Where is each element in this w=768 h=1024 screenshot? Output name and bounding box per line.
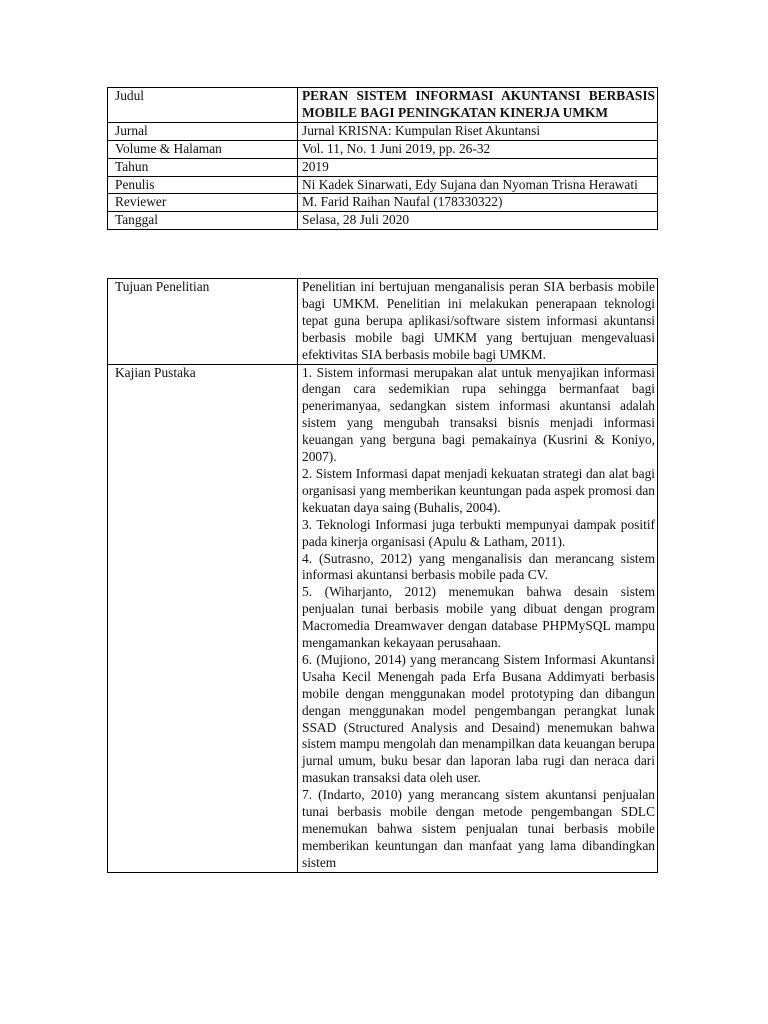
table-row [108,176,658,194]
table-row [108,122,658,140]
review-info-table [107,87,658,230]
volume-value: Vol. 11, No. 1 Juni 2019, pp. 26-32 [298,140,658,158]
kajian-item: 3. Teknologi Informasi juga terbukti mempunyai dampak positif pada kinerja organisasi (Apulu & Latham, 2011). [302,516,655,549]
tanggal-label: Tanggal [108,212,298,230]
kajian-item: 5. (Wiharjanto, 2012) menemukan bahwa desain sistem penjualan tunai berbasis mobile yang dibuat dengan program Macromedia Dreamwaver dengan database PHPMySQL mampu mengamankan kekayaan perusahaan. [302,584,655,651]
table-row [108,194,658,212]
jurnal-label: Jurnal [108,122,298,140]
kajian-item: 2. Sistem Informasi dapat menjadi kekuatan strategi dan alat bagi organisasi yang memberikan keuntungan pada aspek promosi dan kekuatan daya saing (Buhalis, 2004). [302,465,655,515]
table-row [108,88,658,123]
penulis-value: Ni Kadek Sinarwati, Edy Sujana dan Nyoman Trisna Herawati [298,176,658,194]
table-row [108,158,658,176]
tahun-label: Tahun [108,158,298,176]
penulis-label: Penulis [108,176,298,194]
kajian-item: 6. (Mujiono, 2014) yang merancang Sistem Informasi Akuntansi Usaha Kecil Menengah pada Erfa Busana Addimyati berbasis mobile dengan menggunakan model prototyping dan dibangun dengan menggunakan model pengembangan perangkat lunak SSAD (Structured Analysis and Desaind) menemukan bahwa sistem mampu mengolah dan menampilkan data keuangan berupa jurnal umum, buku besar dan laporan laba rugi dan neraca dari masukan transaksi data oleh user. [302,651,655,786]
tujuan-label: Tujuan Penelitian [108,279,298,365]
kajian-label: Kajian Pustaka [108,364,298,872]
table-row [108,364,658,872]
tujuan-value: Penelitian ini bertujuan menganalisis peran SIA berbasis mobile bagi UMKM. Penelitian ini melakukan penerapaan teknologi tepat guna berupa aplikasi/software sistem informasi akuntansi berbasis mobile bagi UMKM yang bertujuan mengevaluasi efektivitas SIA berbasis mobile bagi UMKM. [298,279,658,365]
kajian-item: 7. (Indarto, 2010) yang merancang sistem akuntansi penjualan tunai berbasis mobile dengan metode pengembangan SDLC menemukan bahwa sistem penjualan tunai berbasis mobile memberikan keuntungan dan manfaat yang lama dibandingkan sistem [302,787,655,870]
review-content-table [107,278,658,873]
kajian-item: 1. Sistem informasi merupakan alat untuk menyajikan informasi dengan cara sedemikian rupa sehingga bermanfaat bagi penerimanyaa, sedangkan sistem informasi akuntansi adalah sistem yang mengubah transaksi bisnis menjadi informasi keuangan yang berguna bagi pemakainya (Kusrini & Koniyo, 2007). [302,364,655,465]
kajian-value [298,364,658,872]
table-row [108,140,658,158]
judul-value: PERAN SISTEM INFORMASI AKUNTANSI BERBASIS MOBILE BAGI PENINGKATAN KINERJA UMKM [298,88,658,123]
reviewer-value: M. Farid Raihan Naufal (178330322) [298,194,658,212]
jurnal-value: Jurnal KRISNA: Kumpulan Riset Akuntansi [298,122,658,140]
kajian-item: 4. (Sutrasno, 2012) yang menganalisis dan merancang sistem informasi akuntansi berbasis mobile pada CV. [302,550,655,583]
reviewer-label: Reviewer [108,194,298,212]
volume-label: Volume & Halaman [108,140,298,158]
tahun-value: 2019 [298,158,658,176]
tanggal-value: Selasa, 28 Juli 2020 [298,212,658,230]
table-row [108,279,658,365]
table-row [108,212,658,230]
judul-label: Judul [108,88,298,123]
